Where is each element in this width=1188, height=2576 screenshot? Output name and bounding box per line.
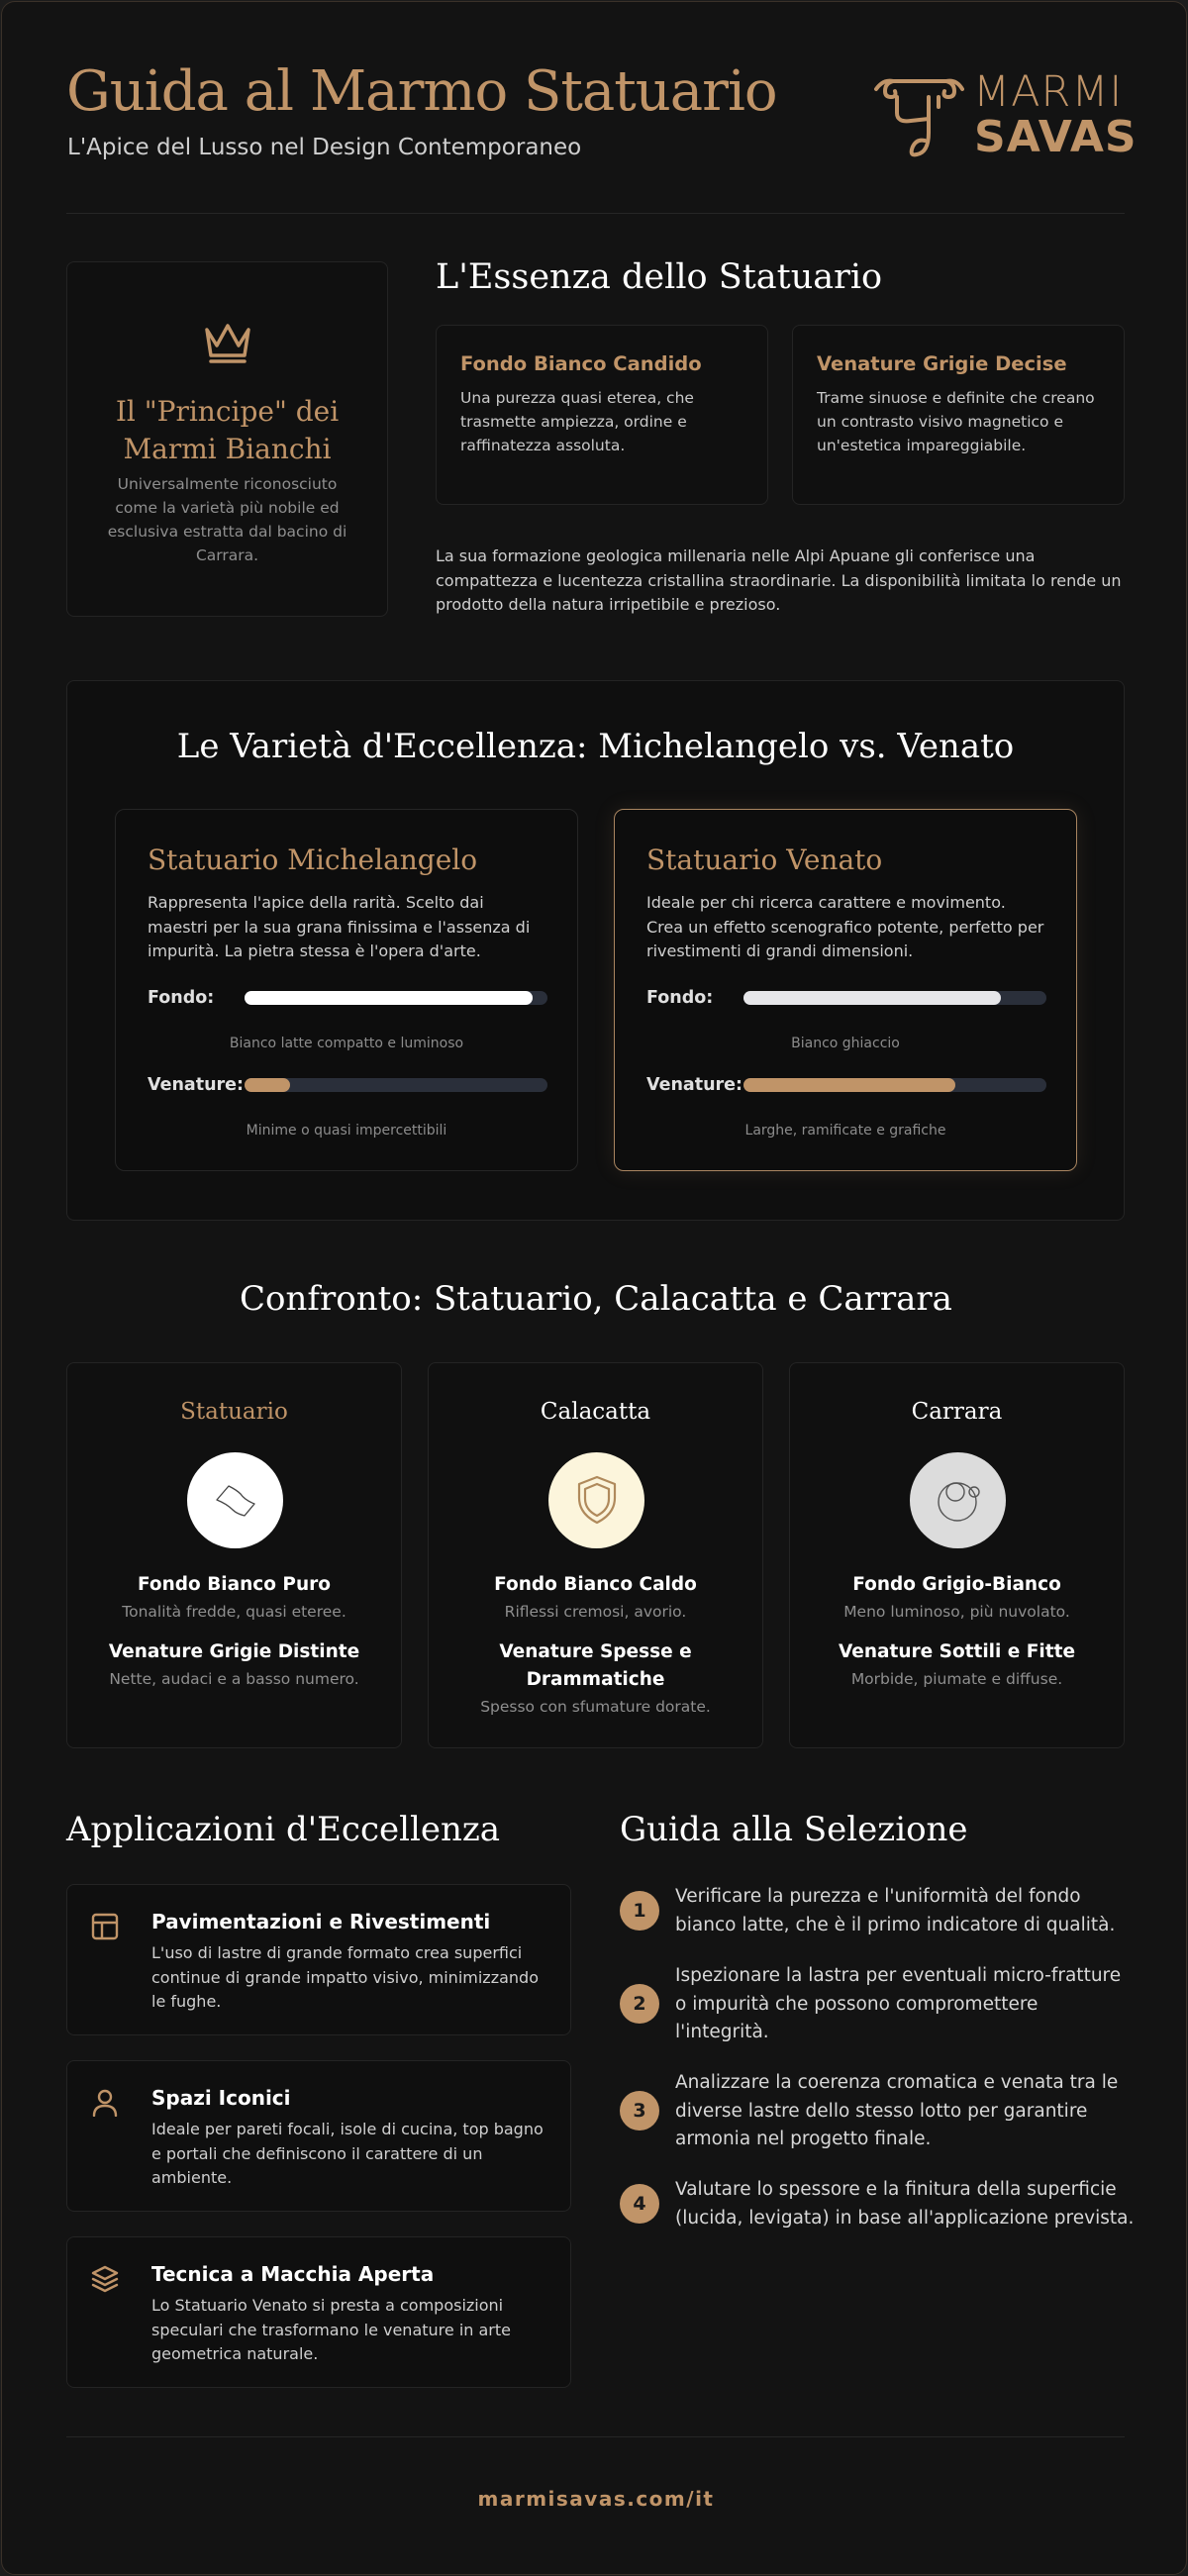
comparison-card-statuario	[66, 1362, 402, 1748]
step-text: Verificare la purezza e l'uniformità del fondo bianco latte, che è il primo indicatore di qualità.	[675, 1886, 1116, 1935]
fondo-note: Bianco latte compatto e luminoso	[229, 1036, 464, 1051]
application-title: Spazi Iconici	[151, 2086, 291, 2110]
comparison-card-carrara	[789, 1362, 1125, 1748]
variety-name: Statuario Venato	[646, 843, 883, 876]
comparison-heading: Fondo Bianco Caldo	[494, 1574, 697, 1595]
essence-paragraph: La sua formazione geologica millenaria nelle Alpi Apuane gli conferisce una compattezza e lucentezza cristallina straordinarie. La disponibilità limitata lo rende un prodotto della natura irripetibile e prezioso.	[436, 546, 1122, 614]
applications-title: Applicazioni d'Eccellenza	[66, 1810, 501, 1849]
step-text: Analizzare la coerenza cromatica e venata tra le diverse lastre dello stesso lotto per garantire armonia nel progetto finale.	[675, 2072, 1119, 2149]
prince-title: Il "Principe" dei Marmi Bianchi	[115, 395, 340, 465]
variety-description: Rappresenta l'apice della rarità. Scelto dai maestri per la sua grana finissima e l'assenza di impurità. La pietra stessa è l'opera d'arte.	[148, 893, 531, 960]
fondo-bar-fill	[743, 991, 1001, 1005]
feature-card	[792, 325, 1125, 505]
application-card	[66, 2236, 571, 2388]
calacatta-swatch	[548, 1452, 644, 1548]
comparison-title: Confronto: Statuario, Calacatta e Carrara	[240, 1279, 952, 1319]
comparison-name: Statuario	[180, 1399, 288, 1425]
layout-icon	[91, 1913, 119, 1940]
venature-note: Minime o quasi impercettibili	[246, 1123, 447, 1139]
comparison-heading: Fondo Bianco Puro	[138, 1574, 331, 1595]
comparison-subtext: Riflessi cremosi, avorio.	[504, 1603, 687, 1621]
comparison-name: Calacatta	[540, 1399, 651, 1425]
venature-note: Larghe, ramificate e grafiche	[744, 1123, 946, 1139]
user-icon	[91, 2089, 119, 2117]
essence-title: L'Essenza dello Statuario	[436, 257, 883, 297]
header-divider	[66, 213, 1125, 214]
fondo-bar-track	[245, 991, 547, 1005]
variety-name: Statuario Michelangelo	[148, 843, 478, 876]
feature-card	[436, 325, 768, 505]
fondo-label: Fondo:	[646, 988, 714, 1008]
fondo-note: Bianco ghiaccio	[791, 1036, 900, 1051]
venature-bar-track	[743, 1078, 1046, 1092]
application-description: L'uso di lastre di grande formato crea superfici continue di grande impatto visivo, minimizzando le fughe.	[151, 1943, 539, 2011]
feature-title: Venature Grigie Decise	[817, 352, 1067, 375]
prince-description: Universalmente riconosciuto come la varietà più nobile ed esclusiva estratta dal bacino di Carrara.	[107, 475, 347, 564]
comparison-heading: Venature Spesse e Drammatiche	[499, 1641, 692, 1690]
statuario-swatch	[187, 1452, 283, 1548]
step-text: Valutare lo spessore e la finitura della superficie (lucida, levigata) in base all'applicazione prevista.	[675, 2179, 1135, 2229]
guide-title: Guida alla Selezione	[620, 1810, 968, 1849]
application-description: Lo Statuario Venato si presta a composizioni speculari che trasformano le venature in arte geometrica naturale.	[151, 2296, 511, 2363]
fondo-bar-fill	[245, 991, 533, 1005]
comparison-card-calacatta	[428, 1362, 763, 1748]
circles-icon	[932, 1472, 987, 1528]
comparison-subtext: Meno luminoso, più nuvolato.	[843, 1603, 1070, 1621]
fondo-label: Fondo:	[148, 988, 215, 1008]
step-number: 1	[620, 1891, 659, 1931]
application-title: Tecnica a Macchia Aperta	[151, 2262, 435, 2286]
logo-text-marmi: MARMI	[973, 67, 1124, 117]
comparison-name: Carrara	[911, 1399, 1003, 1425]
fondo-bar-track	[743, 991, 1046, 1005]
feature-description: Una purezza quasi eterea, che trasmette ampiezza, ordine e raffinatezza assoluta.	[460, 389, 694, 454]
venature-bar-track	[245, 1078, 547, 1092]
varieties-title: Le Varietà d'Eccellenza: Michelangelo vs. Venato	[176, 727, 1015, 766]
layers-icon	[91, 2265, 119, 2293]
step-text: Ispezionare la lastra per eventuali micro-fratture o impurità che possono compromettere l'integrità.	[675, 1965, 1122, 2042]
marble-vein-icon	[211, 1476, 260, 1526]
variety-card-venato	[614, 809, 1077, 1171]
crown-icon	[201, 320, 254, 365]
application-description: Ideale per pareti focali, isole di cucina, top bagno e portali che definiscono il carattere di un ambiente.	[151, 2120, 544, 2187]
logo-text-savas: SAVAS	[974, 112, 1138, 162]
comparison-heading: Fondo Grigio-Bianco	[852, 1574, 1061, 1595]
comparison-subtext: Nette, audaci e a basso numero.	[109, 1670, 359, 1688]
footer-divider	[66, 2436, 1125, 2437]
comparison-heading: Venature Grigie Distinte	[108, 1641, 360, 1662]
feature-title: Fondo Bianco Candido	[460, 352, 702, 375]
step-number: 3	[620, 2091, 659, 2130]
variety-card-michelangelo	[115, 809, 578, 1171]
venature-bar-fill	[245, 1078, 290, 1092]
varieties-section	[66, 680, 1125, 1221]
step-number: 4	[620, 2184, 659, 2224]
venature-label: Venature:	[148, 1075, 245, 1095]
page-title: Guida al Marmo Statuario	[66, 59, 777, 124]
infographic-page	[1, 1, 1187, 2575]
comparison-heading: Venature Sottili e Fitte	[838, 1641, 1076, 1662]
step-number: 2	[620, 1984, 659, 2024]
application-card	[66, 1884, 571, 2035]
application-card	[66, 2060, 571, 2212]
comparison-subtext: Morbide, piumate e diffuse.	[850, 1670, 1063, 1688]
carrara-swatch	[910, 1452, 1006, 1548]
venature-bar-fill	[743, 1078, 955, 1092]
shield-icon	[575, 1474, 619, 1526]
prince-card	[66, 261, 388, 617]
feature-description: Trame sinuose e definite che creano un contrasto visivo magnetico e un'estetica impareggiabile.	[817, 389, 1095, 454]
comparison-subtext: Spesso con sfumature dorate.	[480, 1698, 711, 1716]
variety-description: Ideale per chi ricerca carattere e movimento. Crea un effetto scenografico potente, perfetto per rivestimenti di grandi dimensioni.	[646, 893, 1044, 960]
logo-icon	[873, 73, 964, 160]
footer-link[interactable]: marmisavas.com/it	[477, 2487, 715, 2511]
comparison-subtext: Tonalità fredde, quasi eteree.	[122, 1603, 346, 1621]
venature-label: Venature:	[646, 1075, 743, 1095]
application-title: Pavimentazioni e Rivestimenti	[151, 1910, 491, 1933]
page-subtitle: L'Apice del Lusso nel Design Contemporaneo	[67, 135, 582, 160]
